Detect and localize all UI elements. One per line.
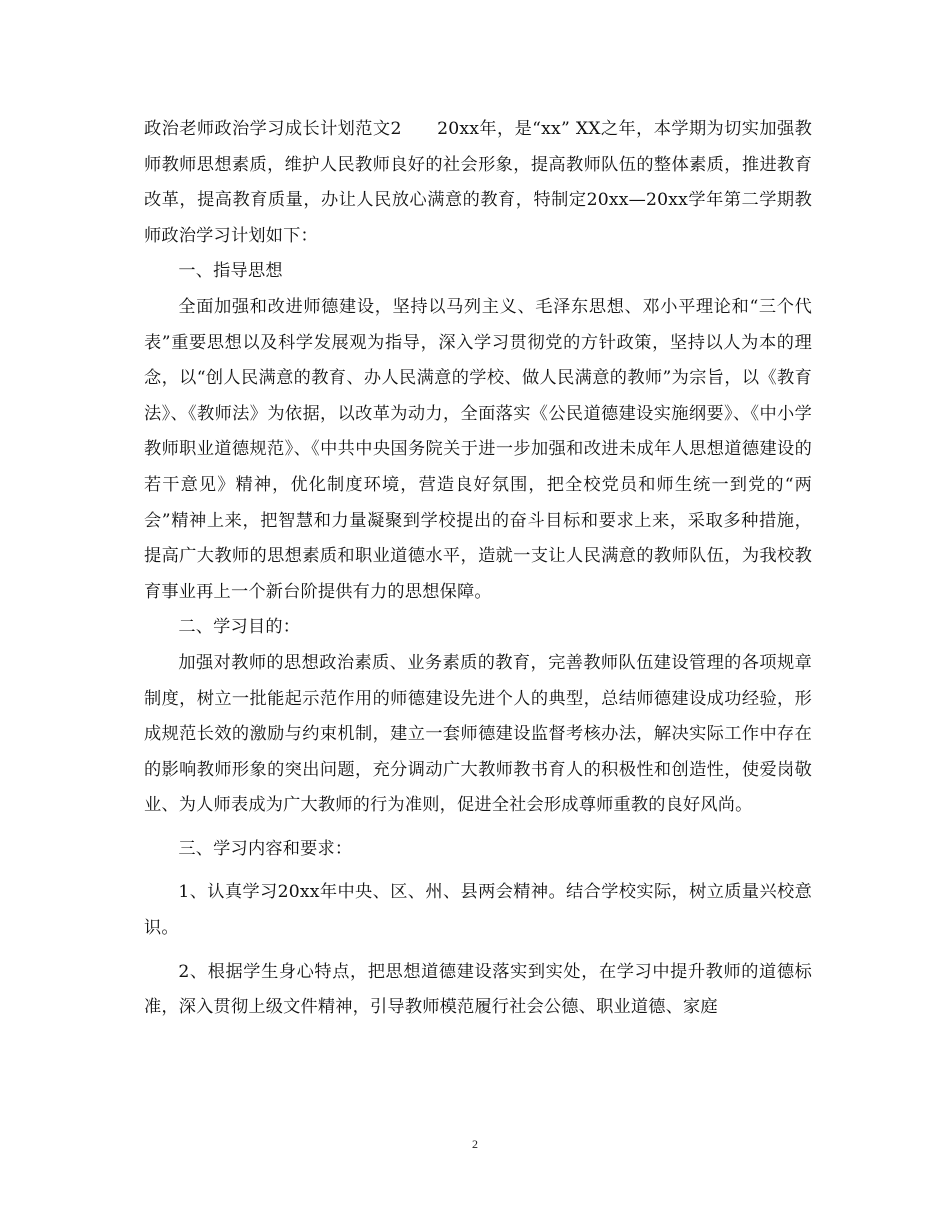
section-heading-study-content: 三、学习内容和要求： <box>178 838 353 859</box>
list-item-1: 1、认真学习20xx年中央、区、州、县两会精神。结合学校实际，树立质量兴校意识。 <box>144 882 812 939</box>
paragraph-guiding-ideology: 全面加强和改进师德建设，坚持以马列主义、毛泽东思想、邓小平理论和“三个代表”重要思想以及科学发展观为指导，深入学习贯彻党的方针政策，坚持以人为本的理念，以“创人民满意的教育、办人民满意的学校、做人民满意的教师”为宗旨，以《教育法》、《教师法》为依据，以改革为动力，全面落实《公民道德建设实施纲要》、《中小学教师职业道德规范》、《中共中央国务院关于进一步加强和改进未成年人思想道德建设的若干意见》精神，优化制度环境，营造良好氛围，把全校党员和师生统一到党的“两会”精神上来，把智慧和力量凝聚到学校提出的奋斗目标和要求上来，采取多种措施，提高广大教师的思想素质和职业道德水平，造就一支让人民满意的教师队伍，为我校教育事业再上一个新台阶提供有力的思想保障。 <box>144 296 812 602</box>
intro-paragraph: 政治老师政治学习成长计划范文2 20xx年，是“xx” XX之年，本学期为切实加强教师教师思想素质，维护人民教师良好的社会形象，提高教师队伍的整体素质，推进教育改革，提高教育质量，办让人民放心满意的教育，特制定20xx—20xx学年第二学期教师政治学习计划如下： <box>144 119 812 246</box>
page-number: 2 <box>472 1137 478 1151</box>
section-heading-study-purpose: 二、学习目的： <box>178 617 301 638</box>
section-heading-guiding-ideology: 一、指导思想 <box>178 261 283 282</box>
document-body <box>144 112 812 1026</box>
paragraph-study-purpose: 加强对教师的思想政治素质、业务素质的教育，完善教师队伍建设管理的各项规章制度，树立一批能起示范作用的师德建设先进个人的典型，总结师德建设成功经验，形成规范长效的激励与约束机制，建立一套师德建设监督考核办法，解决实际工作中存在的影响教师形象的突出问题，充分调动广大教师教书育人的积极性和创造性，使爱岗敬业、为人师表成为广大教师的行为准则，促进全社会形成尊师重教的良好风尚。 <box>144 652 812 816</box>
list-item-2: 2、根据学生身心特点，把思想道德建设落实到实处，在学习中提升教师的道德标准，深入贯彻上级文件精神，引导教师模范履行社会公德、职业道德、家庭 <box>144 961 812 1018</box>
